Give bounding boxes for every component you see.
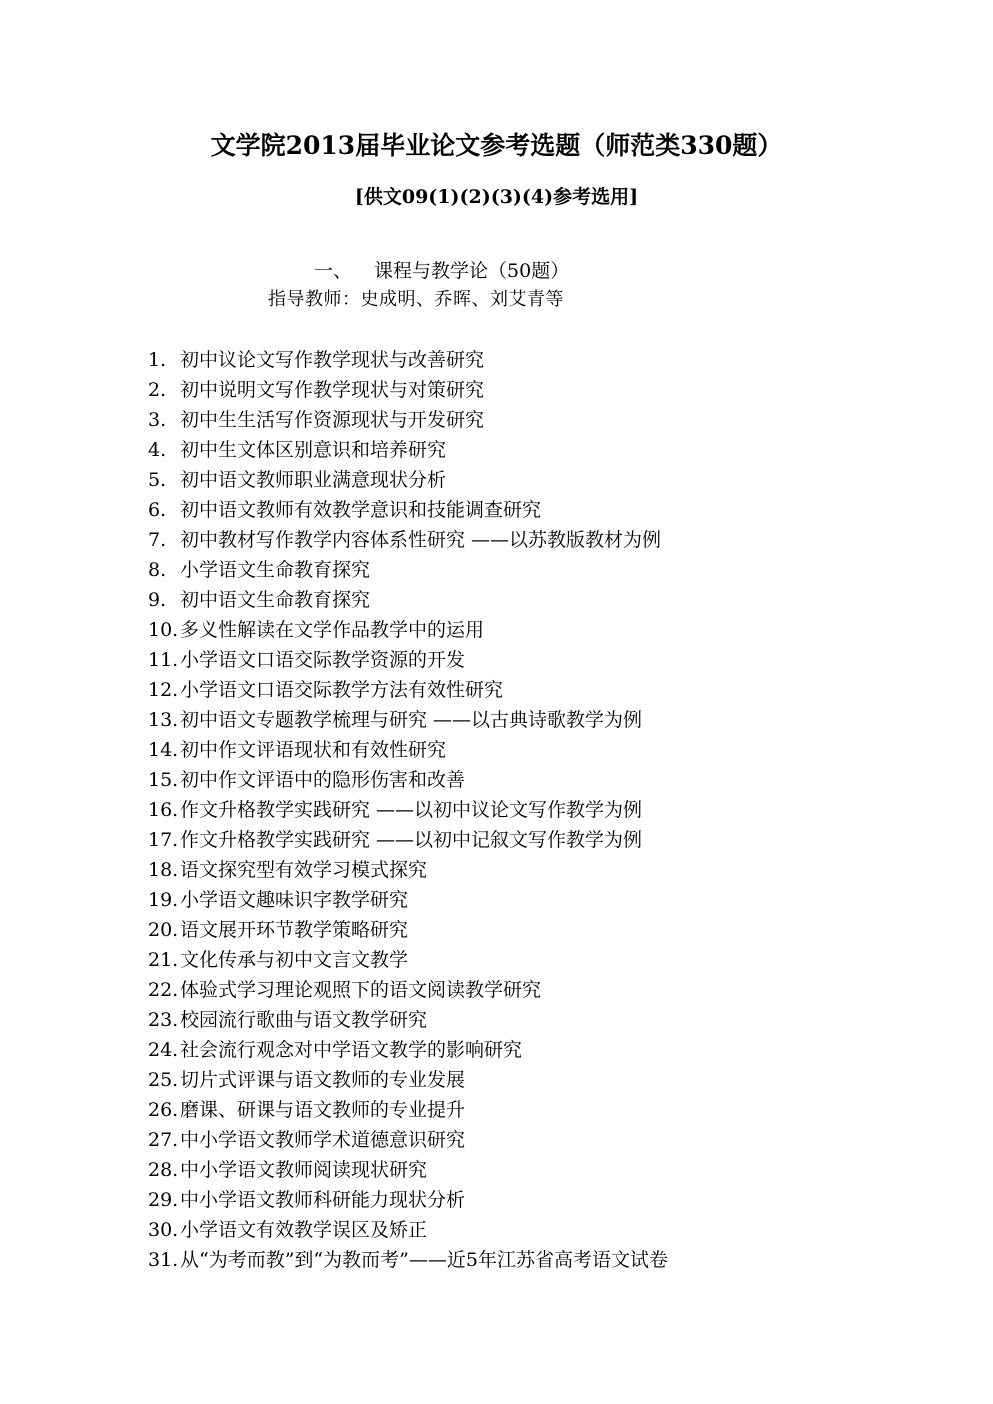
topic-item: [148, 555, 668, 585]
topic-item: [148, 345, 668, 375]
topic-text: 小学语文口语交际教学资源的开发: [180, 649, 466, 671]
topic-item: [148, 825, 668, 855]
topic-text: 初中生生活写作资源现状与开发研究: [180, 409, 485, 431]
topic-item: [148, 705, 668, 735]
topic-number: 6.: [148, 499, 167, 521]
topic-text: 磨课、研课与语文教师的专业提升: [180, 1099, 466, 1121]
topic-text: 作文升格教学实践研究 ——以初中议论文写作教学为例: [180, 799, 643, 821]
topic-number: 24.: [148, 1039, 179, 1061]
topic-item: [148, 495, 668, 525]
topic-number: 14.: [148, 739, 179, 761]
topic-number: 17.: [148, 829, 179, 851]
topic-number: 2.: [148, 379, 167, 401]
topic-number: 26.: [148, 1099, 179, 1121]
topic-text: 初中作文评语现状和有效性研究: [180, 739, 447, 761]
topic-text: 初中教材写作教学内容体系性研究 ——以苏教版教材为例: [180, 529, 662, 551]
topic-text: 初中语文专题教学梳理与研究 ——以古典诗歌教学为例: [180, 709, 643, 731]
topic-number: 16.: [148, 799, 179, 821]
topic-item: [148, 1005, 668, 1035]
topic-item: [148, 585, 668, 615]
topic-number: 25.: [148, 1069, 179, 1091]
topic-number: 30.: [148, 1219, 179, 1241]
topic-item: [148, 1035, 668, 1065]
topic-number: 11.: [148, 649, 179, 671]
topic-number: 5.: [148, 469, 167, 491]
topic-number: 23.: [148, 1009, 179, 1031]
topic-item: [148, 795, 668, 825]
topic-text: 中小学语文教师阅读现状研究: [180, 1159, 428, 1181]
topic-number: 20.: [148, 919, 179, 941]
section-heading: [314, 257, 569, 285]
topic-number: 28.: [148, 1159, 179, 1181]
topic-item: [148, 765, 668, 795]
topic-number: 19.: [148, 889, 179, 911]
topic-item: [148, 1245, 668, 1275]
topic-text: 小学语文有效教学误区及矫正: [180, 1219, 428, 1241]
topic-item: [148, 735, 668, 765]
topic-item: [148, 465, 668, 495]
topic-number: 9.: [148, 589, 167, 611]
topic-list: [148, 345, 668, 1275]
topic-item: [148, 855, 668, 885]
topic-number: 8.: [148, 559, 167, 581]
section-title: 课程与教学论（50题）: [374, 260, 570, 282]
topic-text: 初中议论文写作教学现状与改善研究: [180, 349, 485, 371]
topic-item: [148, 1185, 668, 1215]
topic-text: 初中说明文写作教学现状与对策研究: [180, 379, 485, 401]
topic-number: 4.: [148, 439, 167, 461]
topic-text: 语文探究型有效学习模式探究: [180, 859, 428, 881]
topic-number: 7.: [148, 529, 167, 551]
topic-number: 31.: [148, 1249, 179, 1271]
topic-text: 小学语文生命教育探究: [180, 559, 371, 581]
topic-item: [148, 405, 668, 435]
topic-item: [148, 375, 668, 405]
document-subtitle: [供文09(1)(2)(3)(4)参考选用]: [354, 186, 639, 208]
topic-text: 多义性解读在文学作品教学中的运用: [180, 619, 485, 641]
topic-item: [148, 525, 668, 555]
topic-item: [148, 915, 668, 945]
topic-text: 初中语文教师有效教学意识和技能调查研究: [180, 499, 542, 521]
topic-text: 初中作文评语中的隐形伤害和改善: [180, 769, 466, 791]
topic-text: 中小学语文教师科研能力现状分析: [180, 1189, 466, 1211]
topic-text: 小学语文趣味识字教学研究: [180, 889, 409, 911]
topic-number: 18.: [148, 859, 179, 881]
topic-item: [148, 1065, 668, 1095]
topic-text: 初中语文生命教育探究: [180, 589, 371, 611]
topic-number: 15.: [148, 769, 179, 791]
topic-text: 小学语文口语交际教学方法有效性研究: [180, 679, 504, 701]
topic-item: [148, 645, 668, 675]
topic-text: 校园流行歌曲与语文教学研究: [180, 1009, 428, 1031]
topic-item: [148, 945, 668, 975]
topic-item: [148, 1125, 668, 1155]
topic-text: 文化传承与初中文言文教学: [180, 949, 409, 971]
topic-number: 13.: [148, 709, 179, 731]
topic-text: 中小学语文教师学术道德意识研究: [180, 1129, 466, 1151]
section-number: 一、: [314, 260, 353, 282]
topic-text: 体验式学习理论观照下的语文阅读教学研究: [180, 979, 542, 1001]
topic-item: [148, 885, 668, 915]
topic-text: 语文展开环节教学策略研究: [180, 919, 409, 941]
topic-item: [148, 1095, 668, 1125]
topic-number: 27.: [148, 1129, 179, 1151]
topic-number: 22.: [148, 979, 179, 1001]
topic-text: 作文升格教学实践研究 ——以初中记叙文写作教学为例: [180, 829, 643, 851]
topic-number: 10.: [148, 619, 179, 641]
section-advisors: 指导教师：史成明、乔晖、刘艾青等: [268, 289, 564, 310]
topic-number: 12.: [148, 679, 179, 701]
topic-number: 3.: [148, 409, 167, 431]
topic-item: [148, 675, 668, 705]
topic-number: 1.: [148, 349, 167, 371]
topic-number: 21.: [148, 949, 179, 971]
topic-text: 初中语文教师职业满意现状分析: [180, 469, 447, 491]
topic-item: [148, 975, 668, 1005]
topic-text: 社会流行观念对中学语文教学的影响研究: [180, 1039, 523, 1061]
topic-text: 初中生文体区别意识和培养研究: [180, 439, 447, 461]
topic-item: [148, 1215, 668, 1245]
topic-item: [148, 615, 668, 645]
topic-text: 切片式评课与语文教师的专业发展: [180, 1069, 466, 1091]
document-title: 文学院2013届毕业论文参考选题（师范类330题）: [210, 131, 783, 160]
topic-item: [148, 1155, 668, 1185]
topic-text: 从“为考而教”到“为教而考”——近5年江苏省高考语文试卷: [180, 1249, 668, 1271]
topic-number: 29.: [148, 1189, 179, 1211]
topic-item: [148, 435, 668, 465]
